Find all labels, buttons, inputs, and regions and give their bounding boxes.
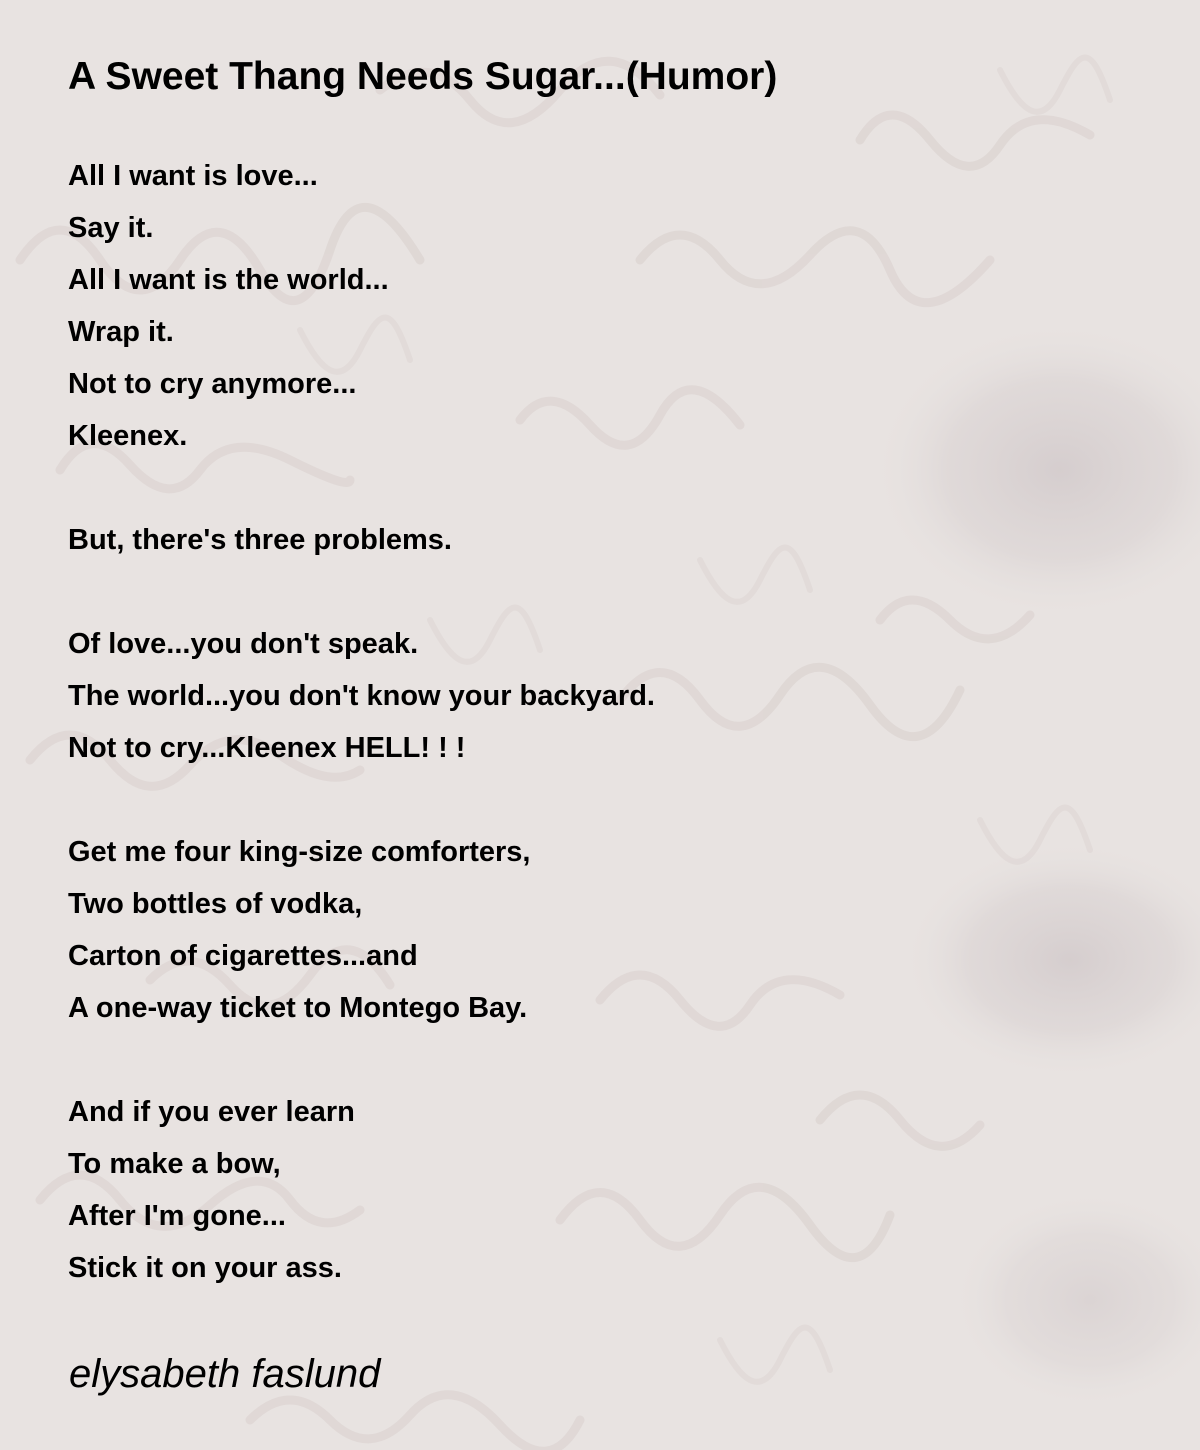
poem-title: A Sweet Thang Needs Sugar...(Humor) <box>68 55 778 98</box>
poem-line: Wrap it. <box>68 316 174 348</box>
poem-line: Get me four king-size comforters, <box>68 836 531 868</box>
poem-line: Stick it on your ass. <box>68 1252 342 1284</box>
poem-line: But, there's three problems. <box>68 524 452 556</box>
poem-body <box>68 150 655 1294</box>
stanza-break <box>68 462 655 514</box>
poem-line: All I want is love... <box>68 160 318 192</box>
poem-line: To make a bow, <box>68 1148 281 1180</box>
poem-line: Carton of cigarettes...and <box>68 940 418 972</box>
poem-line: And if you ever learn <box>68 1096 355 1128</box>
poem-line: Two bottles of vodka, <box>68 888 363 920</box>
poem-author: elysabeth faslund <box>69 1352 381 1396</box>
poem-line: Of love...you don't speak. <box>68 628 419 660</box>
poem-line: Say it. <box>68 212 154 244</box>
poem-line: Not to cry...Kleenex HELL! ! ! <box>68 732 466 764</box>
stanza-break <box>68 774 655 826</box>
poem-line: The world...you don't know your backyard. <box>68 680 655 712</box>
stanza-break <box>68 1034 655 1086</box>
poem-line: Not to cry anymore... <box>68 368 357 400</box>
poem-line: A one-way ticket to Montego Bay. <box>68 992 528 1024</box>
poem-line: All I want is the world... <box>68 264 389 296</box>
poem-line: After I'm gone... <box>68 1200 286 1232</box>
stanza-break <box>68 566 655 618</box>
poem-line: Kleenex. <box>68 420 188 452</box>
